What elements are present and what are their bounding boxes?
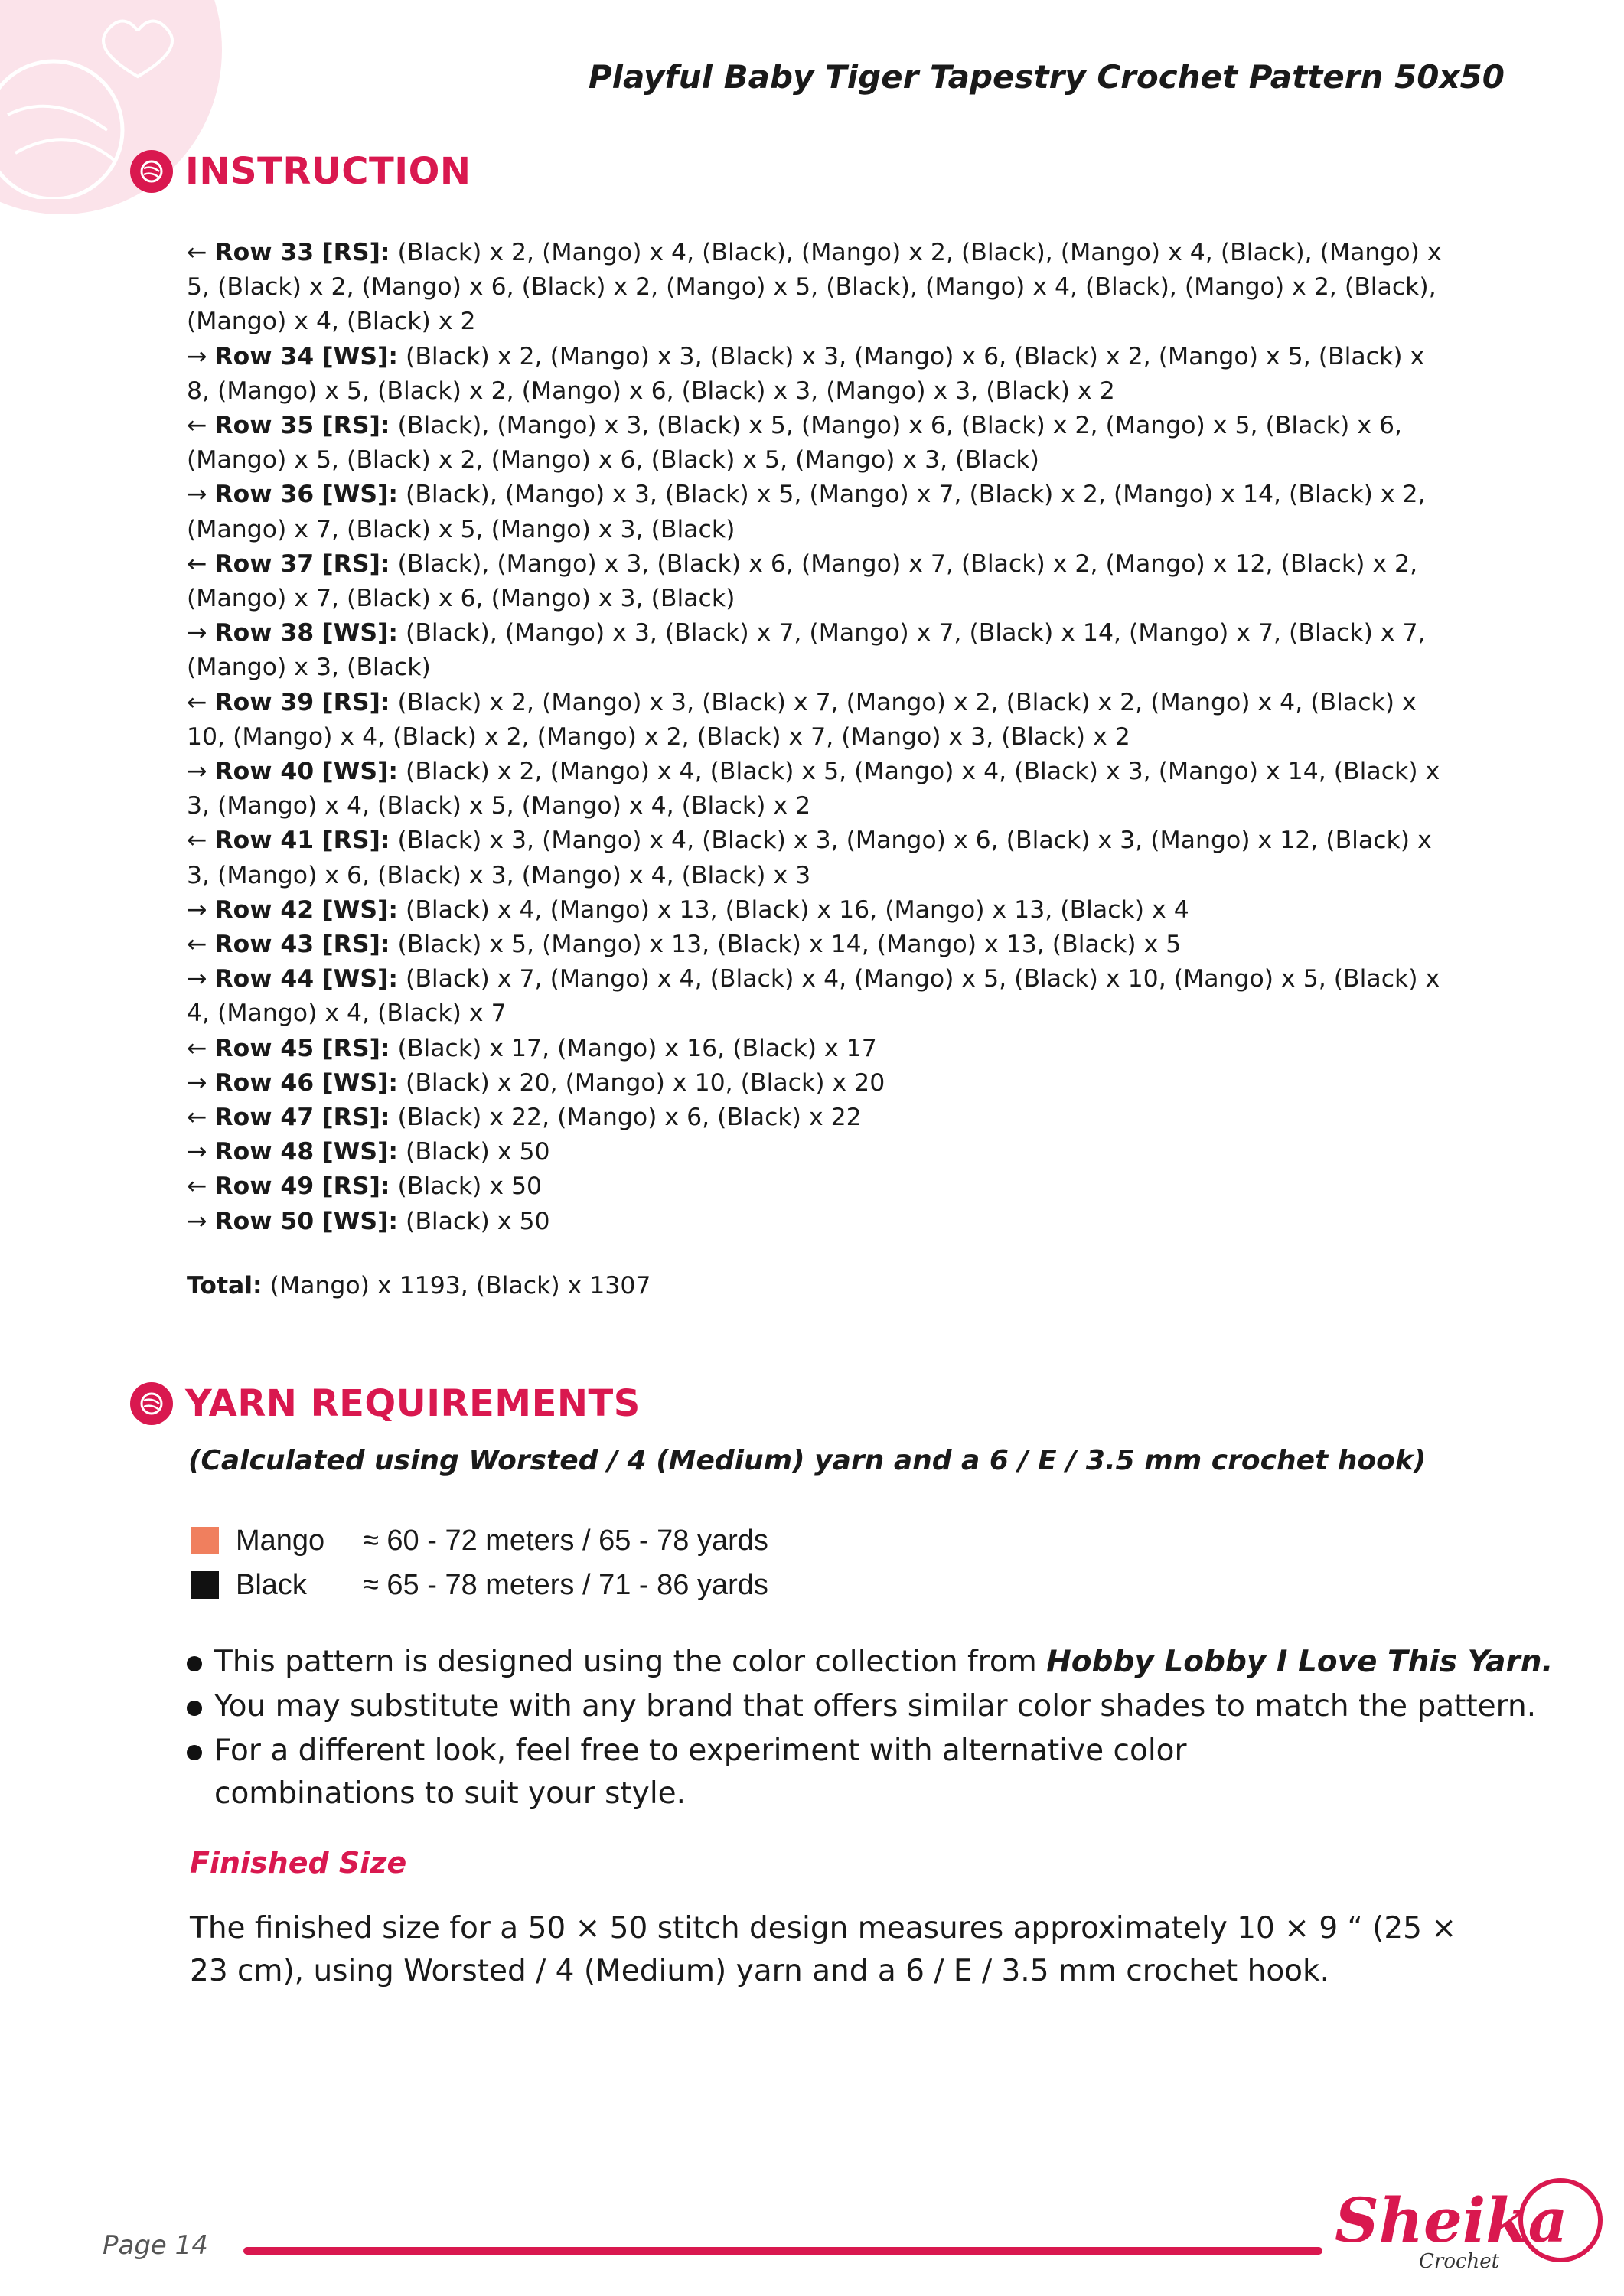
bullet-icon (187, 1745, 202, 1760)
bullet-icon (187, 1656, 202, 1671)
instruction-row: → Row 42 [WS]: (Black) x 4, (Mango) x 13, (Black) x 16, (Mango) x 13, (Black) x 4 (187, 895, 1189, 924)
yarn-heading (130, 1382, 641, 1425)
instruction-row: → Row 34 [WS]: (Black) x 2, (Mango) x 3, (Black) x 3, (Mango) x 6, (Black) x 2, (Mango) x 5, (Black) x 8, (Mango) x 5, (Black) x 2, (Mango) x 6, (Black) x 3, (Mango) x 3, (Black) x 2 (187, 342, 1425, 405)
instruction-heading (130, 150, 471, 193)
brand-logo (1335, 2174, 1603, 2288)
instruction-row: ← Row 37 [RS]: (Black), (Mango) x 3, (Black) x 6, (Mango) x 7, (Black) x 2, (Mango) x 12, (Black) x 2, (Mango) x 7, (Black) x 6, (Mango) x 3, (Black) (187, 550, 1418, 613)
logo-subtitle: Crochet (1419, 2250, 1500, 2273)
yarn-amount: ≈ 60 - 72 meters / 65 - 78 yards (363, 1524, 768, 1557)
instruction-row: → Row 40 [WS]: (Black) x 2, (Mango) x 4, (Black) x 5, (Mango) x 4, (Black) x 3, (Mango) x 14, (Black) x 3, (Mango) x 4, (Black) x 5, (Mango) x 4, (Black) x 2 (187, 758, 1440, 820)
instruction-row: → Row 38 [WS]: (Black), (Mango) x 3, (Black) x 7, (Mango) x 7, (Black) x 14, (Mango) x 7, (Black) x 7, (Mango) x 3, (Black) (187, 619, 1426, 682)
instruction-row: → Row 48 [WS]: (Black) x 50 (187, 1138, 550, 1166)
instruction-row: ← Row 39 [RS]: (Black) x 2, (Mango) x 3, (Black) x 7, (Mango) x 2, (Black) x 2, (Mango) x 4, (Black) x 10, (Mango) x 4, (Black) x 2, (Mango) x 2, (Black) x 7, (Mango) x 3, (Black) x 2 (187, 688, 1417, 751)
stitch-total: Total: (Mango) x 1193, (Black) x 1307 (187, 1272, 651, 1300)
color-swatch (191, 1571, 219, 1599)
list-item: You may substitute with any brand that offers similar color shades to match the pattern. (187, 1685, 1553, 1728)
yarn-logo-icon (130, 1382, 173, 1425)
finished-size-text: The finished size for a 50 × 50 stitch design measures approximately 10 × 9 “ (25 × 23 cm), using Worsted / 4 (Medium) yarn and a 6 / E / 3.5 mm crochet hook. (190, 1911, 1457, 1988)
logo-wordmark: Sheika (1335, 2184, 1568, 2256)
color-swatch (191, 1527, 219, 1554)
instruction-row: ← Row 35 [RS]: (Black), (Mango) x 3, (Black) x 5, (Mango) x 6, (Black) x 2, (Mango) x 5, (Black) x 6, (Mango) x 5, (Black) x 2, (Mango) x 6, (Black) x 5, (Mango) x 3, (Black) (187, 412, 1403, 475)
instruction-row: → Row 50 [WS]: (Black) x 50 (187, 1207, 550, 1235)
document-title: Playful Baby Tiger Tapestry Crochet Pattern 50x50 (588, 58, 1505, 96)
instruction-row: → Row 36 [WS]: (Black), (Mango) x 3, (Black) x 5, (Mango) x 7, (Black) x 2, (Mango) x 14, (Black) x 2, (Mango) x 7, (Black) x 5, (Mango) x 3, (Black) (187, 481, 1426, 543)
instruction-row: ← Row 33 [RS]: (Black) x 2, (Mango) x 4, (Black), (Mango) x 2, (Black), (Mango) x 4, (Black), (Mango) x 5, (Black) x 2, (Mango) x 6, (Black) x 2, (Mango) x 5, (Black), (Mango) x 4, (Black), (Mango) x 2, (Black), (Mango) x 4, (Black) x 2 (187, 239, 1442, 336)
instruction-title: INSTRUCTION (185, 150, 471, 193)
row-instructions (187, 236, 1442, 1239)
notes-list (187, 1641, 1553, 1817)
instruction-row: → Row 44 [WS]: (Black) x 7, (Mango) x 4, (Black) x 4, (Mango) x 5, (Black) x 10, (Mango) x 5, (Black) x 4, (Mango) x 4, (Black) x 7 (187, 965, 1440, 1028)
yarn-name: Mango (236, 1524, 325, 1557)
yarn-logo-icon (130, 150, 173, 193)
yarn-title: YARN REQUIREMENTS (185, 1382, 641, 1425)
footer-divider (243, 2247, 1322, 2255)
yarn-name: Black (236, 1568, 307, 1601)
yarn-amount: ≈ 65 - 78 meters / 71 - 86 yards (363, 1568, 768, 1601)
yarn-item-mango (191, 1518, 768, 1563)
list-item: This pattern is designed using the color collection from Hobby Lobby I Love This Yarn. (187, 1641, 1553, 1684)
instruction-row: ← Row 49 [RS]: (Black) x 50 (187, 1172, 543, 1201)
page-number: Page 14 (103, 2230, 208, 2261)
instruction-row: ← Row 43 [RS]: (Black) x 5, (Mango) x 13, (Black) x 14, (Mango) x 13, (Black) x 5 (187, 931, 1182, 959)
yarn-item-black (191, 1563, 768, 1607)
instruction-row: ← Row 47 [RS]: (Black) x 22, (Mango) x 6, (Black) x 22 (187, 1104, 862, 1132)
yarn-list (191, 1518, 768, 1607)
finished-size-title: Finished Size (190, 1846, 407, 1880)
yarn-subtitle: (Calculated using Worsted / 4 (Medium) yarn and a 6 / E / 3.5 mm crochet hook) (188, 1445, 1427, 1476)
instruction-row: ← Row 41 [RS]: (Black) x 3, (Mango) x 4, (Black) x 3, (Mango) x 6, (Black) x 3, (Mango) x 12, (Black) x 3, (Mango) x 6, (Black) x 3, (Mango) x 4, (Black) x 3 (187, 827, 1432, 889)
yarn-ball-icon (1518, 2178, 1603, 2262)
bullet-icon (187, 1701, 202, 1716)
list-item: For a different look, feel free to experiment with alternative color combinations to suit your style. (187, 1730, 1553, 1815)
instruction-row: ← Row 45 [RS]: (Black) x 17, (Mango) x 16, (Black) x 17 (187, 1034, 877, 1062)
instruction-row: → Row 46 [WS]: (Black) x 20, (Mango) x 10, (Black) x 20 (187, 1068, 885, 1097)
